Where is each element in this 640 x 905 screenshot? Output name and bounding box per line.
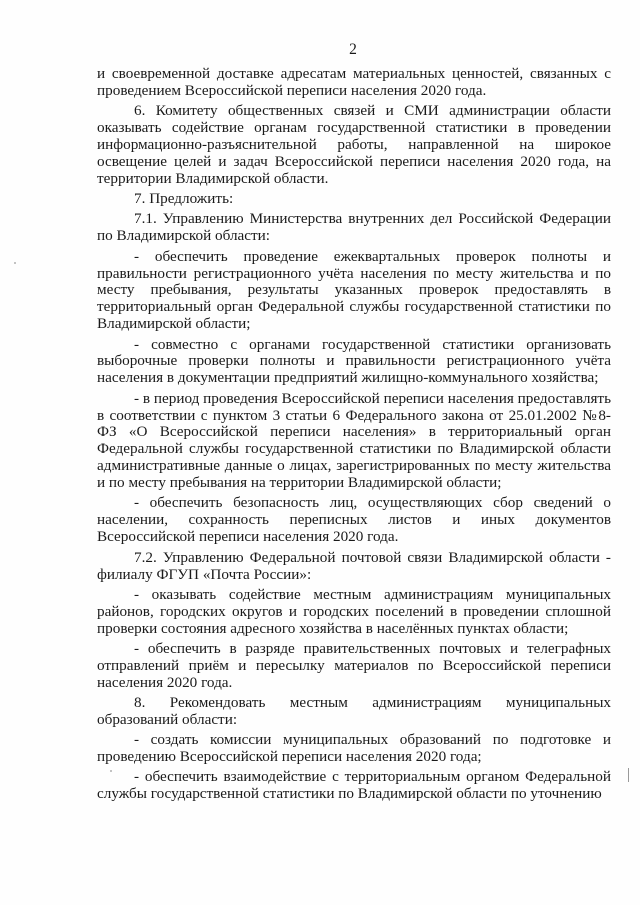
paragraph-item-7-1-c: - в период проведения Всероссийской переписи населения предоставлять в соответствии с пунктом 3 статьи 6 Федерального закона от 25.01.2002 №8-ФЗ «О Всероссийской переписи населения» в территориальный орган Федеральной службы государственной статистики по Владимирской области административные данные о лицах, зарегистрированных по месту жительства и по месту пребывания на территории Владимирской области; [97,389,611,492]
paragraph-continuation: и своевременной доставке адресатам материальных ценностей, связанных с проведением Всероссийской переписи населения 2020 года. [97,65,611,99]
paragraph-item-7: 7. Предложить: [134,190,234,208]
paragraph-item-7-1-d: - обеспечить безопасность лиц, осуществляющих сбор сведений о населении, сохранность переписных листов и иных документов Всероссийской переписи населения 2020 года. [97,494,611,546]
paragraph-item-7-2-a: - оказывать содействие местным администрациям муниципальных районов, городских округов и городских поселений в проведении сплошной проверки состояния адресного хозяйства в населённых пунктах области; [97,585,611,637]
paragraph-item-7-1-b: - совместно с органами государственной статистики организовать выборочные проверки полноты и правильности регистрационного учёта населения в документации предприятий жилищно-коммунального хозяйства; [97,335,611,387]
paragraph-item-7-2-b: - обеспечить в разряде правительственных почтовых и телеграфных отправлений приём и пересылку материалов по Всероссийской переписи населения 2020 года. [97,639,611,691]
paragraph-item-8-b: - обеспечить взаимодействие с территориальным органом Федеральной службы государственной статистики по Владимирской области по уточнению [97,768,611,803]
paragraph-item-8: 8. Рекомендовать местным администрациям муниципальных образований области: [97,694,611,728]
paragraph-item-6: 6. Комитету общественных связей и СМИ администрации области оказывать содействие органам государственной статистики в проведении информационно-разъяснительной работы, направленной на широкое освещение целей и задач Всероссийской переписи населения 2020 года, на территории Владимирской области. [97,102,611,187]
page-number: 2 [349,41,357,58]
document-body [97,66,611,807]
paragraph-item-7-1-a: - обеспечить проведение ежеквартальных проверок полноты и правильности регистрационного учёта населения по месту жительства и по месту пребывания, результаты указанных проверок предоставлять в территориальный орган Федеральной службы государственной статистики по Владимирской области; [97,247,611,333]
scan-artifact-mark [628,768,629,782]
scan-artifact-dot [110,770,112,772]
scan-artifact-dot [14,262,16,264]
paragraph-item-8-a: - создать комиссии муниципальных образований по подготовке и проведению Всероссийской переписи населения 2020 года; [97,731,611,766]
paragraph-item-7-1: 7.1. Управлению Министерства внутренних дел Российской Федерации по Владимирской области: [97,210,611,245]
paragraph-item-7-2: 7.2. Управлению Федеральной почтовой связи Владимирской области - филиалу ФГУП «Почта России»: [97,548,611,583]
